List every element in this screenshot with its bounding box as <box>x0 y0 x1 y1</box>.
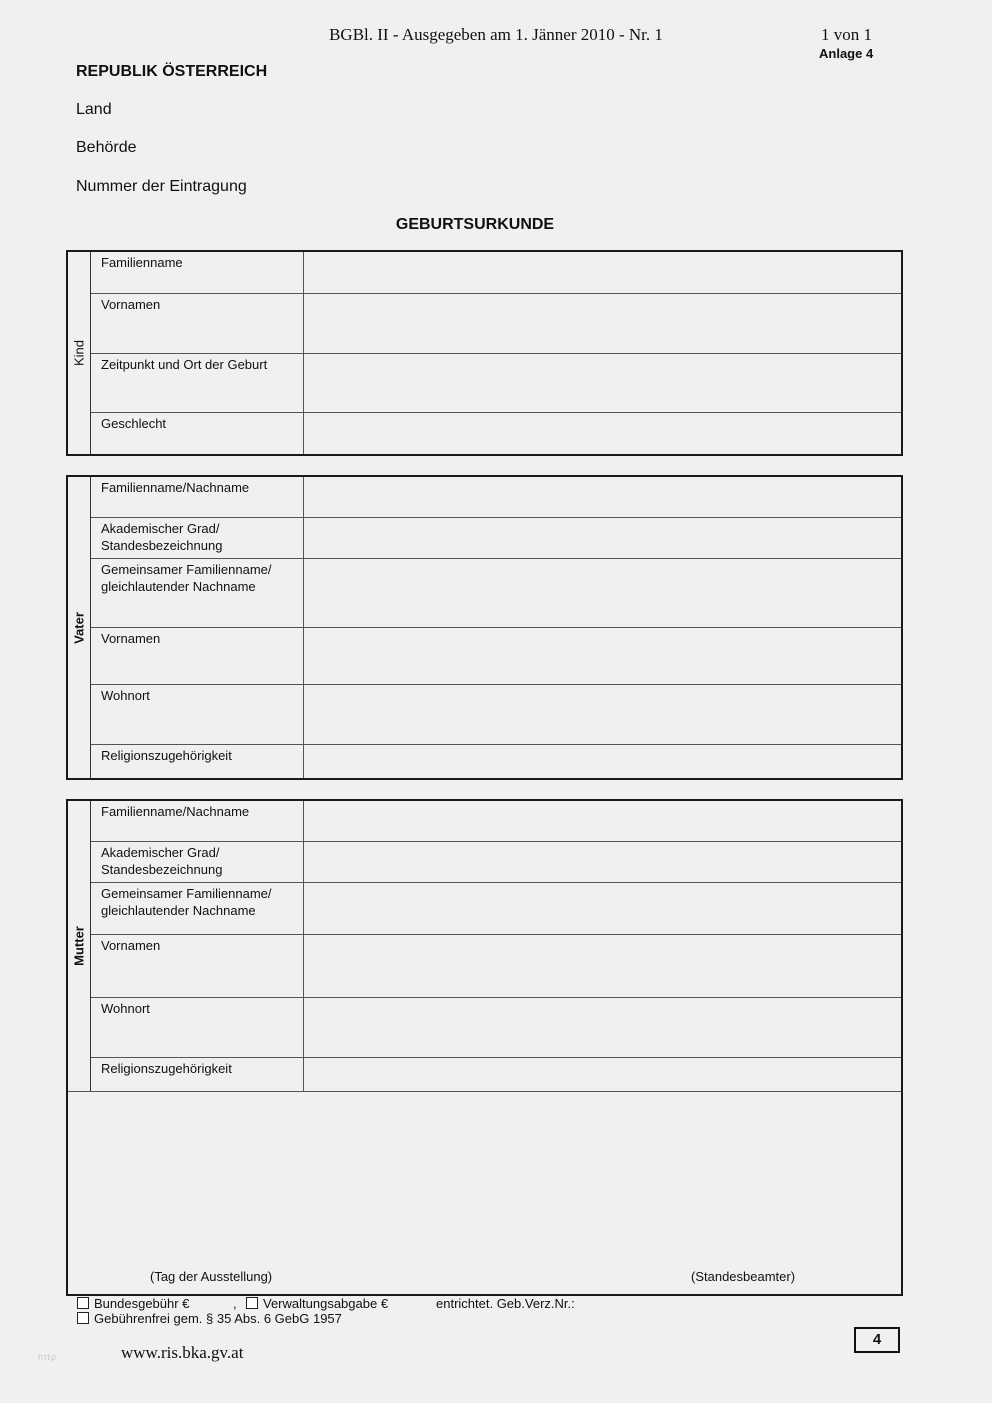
federal-fee-line <box>77 1296 189 1311</box>
fee-exempt-line <box>77 1311 342 1326</box>
field-row <box>91 685 901 745</box>
field-row <box>91 518 901 559</box>
fee-register-label: entrichtet. Geb.Verz.Nr.: <box>436 1296 575 1311</box>
field-label: Vornamen <box>91 294 304 353</box>
field-label: Religionszugehörigkeit <box>91 1058 304 1091</box>
field-row <box>91 842 901 883</box>
field-label: Religionszugehörigkeit <box>91 745 304 778</box>
field-label: Geschlecht <box>91 413 304 454</box>
field-row <box>91 628 901 685</box>
father-side-column <box>68 477 91 778</box>
field-label: Familienname/Nachname <box>91 477 304 517</box>
child-side-column <box>68 252 91 454</box>
fee-separator: , <box>233 1296 237 1311</box>
field-row <box>91 745 901 778</box>
watermark: http <box>38 1352 58 1362</box>
field-label: Wohnort <box>91 685 304 744</box>
authority-label: Behörde <box>76 139 137 156</box>
mother-side-column <box>68 801 91 1091</box>
country-heading: REPUBLIK ÖSTERREICH <box>76 63 268 80</box>
fee-exempt-label: Gebührenfrei gem. § 35 Abs. 6 GebG 1957 <box>94 1311 342 1326</box>
field-label: Akademischer Grad/ Standesbezeichnung <box>91 842 304 882</box>
field-row <box>91 801 901 842</box>
field-row <box>91 252 901 294</box>
field-label: Familienname/Nachname <box>91 801 304 841</box>
field-row <box>91 354 901 413</box>
gazette-header: BGBl. II - Ausgegeben am 1. Jänner 2010 - Nr. 1 <box>329 25 663 44</box>
mother-section <box>66 799 903 1296</box>
field-row <box>91 1058 901 1091</box>
registrar-label: (Standesbeamter) <box>691 1269 796 1284</box>
page-number-box: 4 <box>854 1327 900 1353</box>
field-label: Akademischer Grad/ Standesbezeichnung <box>91 518 304 558</box>
annex-label: Anlage 4 <box>819 46 874 61</box>
field-row <box>91 294 901 354</box>
field-row <box>91 477 901 518</box>
child-section <box>66 250 903 456</box>
field-row <box>91 998 901 1058</box>
field-label: Vornamen <box>91 935 304 997</box>
federal-fee-checkbox[interactable] <box>77 1297 89 1309</box>
fee-exempt-checkbox[interactable] <box>77 1312 89 1324</box>
field-row <box>91 413 901 454</box>
signature-area <box>68 1091 901 1294</box>
page-count: 1 von 1 <box>821 25 872 44</box>
field-label: Familienname <box>91 252 304 293</box>
registration-number-label: Nummer der Eintragung <box>76 178 247 195</box>
field-label: Vornamen <box>91 628 304 684</box>
admin-fee-line <box>246 1296 388 1311</box>
issue-date-label: (Tag der Ausstellung) <box>150 1269 273 1284</box>
admin-fee-checkbox[interactable] <box>246 1297 258 1309</box>
admin-fee-label: Verwaltungsabgabe € <box>263 1296 389 1311</box>
father-section-label: Vater <box>71 611 87 644</box>
federal-fee-label: Bundesgebühr € <box>94 1296 190 1311</box>
father-section <box>66 475 903 780</box>
field-row <box>91 883 901 935</box>
field-row <box>91 559 901 628</box>
mother-section-label: Mutter <box>71 926 87 966</box>
land-label: Land <box>76 101 112 118</box>
field-label: Wohnort <box>91 998 304 1057</box>
field-label: Zeitpunkt und Ort der Geburt <box>91 354 304 412</box>
field-label: Gemeinsamer Familienname/ gleichlautender Nachname <box>91 883 304 934</box>
source-url: www.ris.bka.gv.at <box>121 1343 244 1362</box>
field-row <box>91 935 901 998</box>
child-section-label: Kind <box>71 339 87 367</box>
field-label: Gemeinsamer Familienname/ gleichlautender Nachname <box>91 559 304 627</box>
document-title: GEBURTSURKUNDE <box>395 216 555 233</box>
